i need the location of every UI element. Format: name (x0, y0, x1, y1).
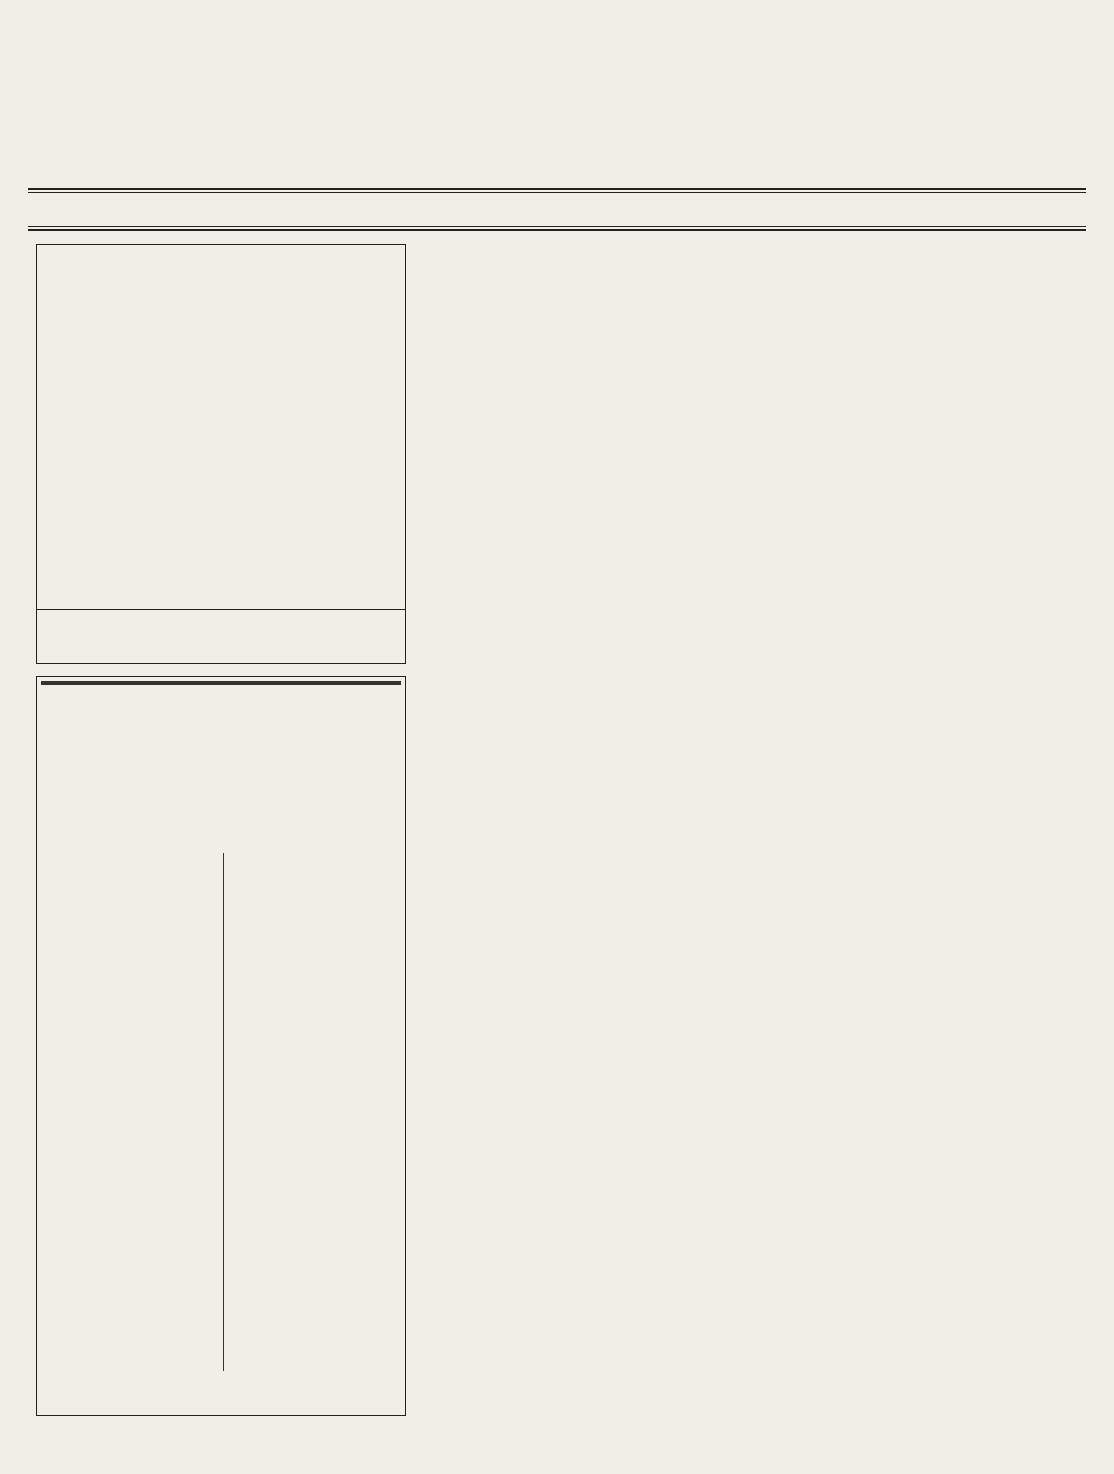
robertson-name-row (37, 251, 405, 285)
volume-rule (28, 226, 1086, 227)
price-rule (37, 609, 405, 610)
coats-right (231, 853, 397, 1371)
store-closed (37, 691, 405, 695)
walls-advert (36, 1244, 164, 1470)
header-rule (28, 188, 1086, 190)
masthead-title (30, 56, 1084, 156)
winter-sale-title (41, 681, 401, 685)
coats-divider (223, 853, 224, 1371)
top-line (6, 6, 1106, 28)
header-rule-thin (28, 192, 1086, 193)
volume-rule-thick (28, 229, 1086, 231)
volume-line (44, 200, 1084, 220)
robertson-advert (36, 244, 406, 664)
